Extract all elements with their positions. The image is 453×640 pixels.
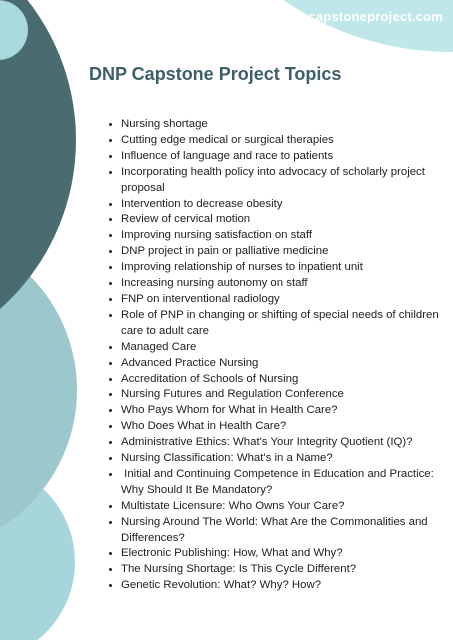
topic-item: • Nursing Classification: What's in a Name? xyxy=(121,451,447,467)
topic-item: • Incorporating health policy into advocacy of scholarly project proposal xyxy=(121,165,447,197)
topic-item: • Improving nursing satisfaction on staff xyxy=(121,228,447,244)
topic-item: • Influence of language and race to patients xyxy=(121,149,447,165)
topic-item: • DNP project in pain or palliative medicine xyxy=(121,244,447,260)
topic-item: • Review of cervical motion xyxy=(121,212,447,228)
topic-item: • Who Does What in Health Care? xyxy=(121,419,447,435)
top-right-banner-shape xyxy=(283,0,453,52)
topic-item: • Improving relationship of nurses to inpatient unit xyxy=(121,260,447,276)
topic-item: • Nursing Around The World: What Are the Commonalities and Differences? xyxy=(121,515,447,547)
topic-list xyxy=(107,117,447,594)
topic-item: • Electronic Publishing: How, What and Why? xyxy=(121,546,447,562)
topic-item: • Accreditation of Schools of Nursing xyxy=(121,372,447,388)
topic-item: • The Nursing Shortage: Is This Cycle Different? xyxy=(121,562,447,578)
topic-item: • Advanced Practice Nursing xyxy=(121,356,447,372)
topic-item: • FNP on interventional radiology xyxy=(121,292,447,308)
topic-item: • Increasing nursing autonomy on staff xyxy=(121,276,447,292)
topic-item: • Who Pays Whom for What in Health Care? xyxy=(121,403,447,419)
topic-item: • Genetic Revolution: What? Why? How? xyxy=(121,578,447,594)
site-url[interactable]: dnpcapstoneproject.com xyxy=(284,9,443,24)
topic-item: • Nursing shortage xyxy=(121,117,447,133)
page-title: DNP Capstone Project Topics xyxy=(89,64,342,84)
topic-item: • Multistate Licensure: Who Owns Your Care? xyxy=(121,499,447,515)
topic-item: • Intervention to decrease obesity xyxy=(121,197,447,213)
topic-item: • Administrative Ethics: What's Your Integrity Quotient (IQ)? xyxy=(121,435,447,451)
topic-item: • Nursing Futures and Regulation Conference xyxy=(121,387,447,403)
topic-item: • Cutting edge medical or surgical therapies xyxy=(121,133,447,149)
topic-item: • Initial and Continuing Competence in Education and Practice: Why Should It Be Mandatory? xyxy=(121,467,447,499)
topic-item: • Managed Care xyxy=(121,340,447,356)
topic-item: • Role of PNP in changing or shifting of special needs of children care to adult care xyxy=(121,308,447,340)
